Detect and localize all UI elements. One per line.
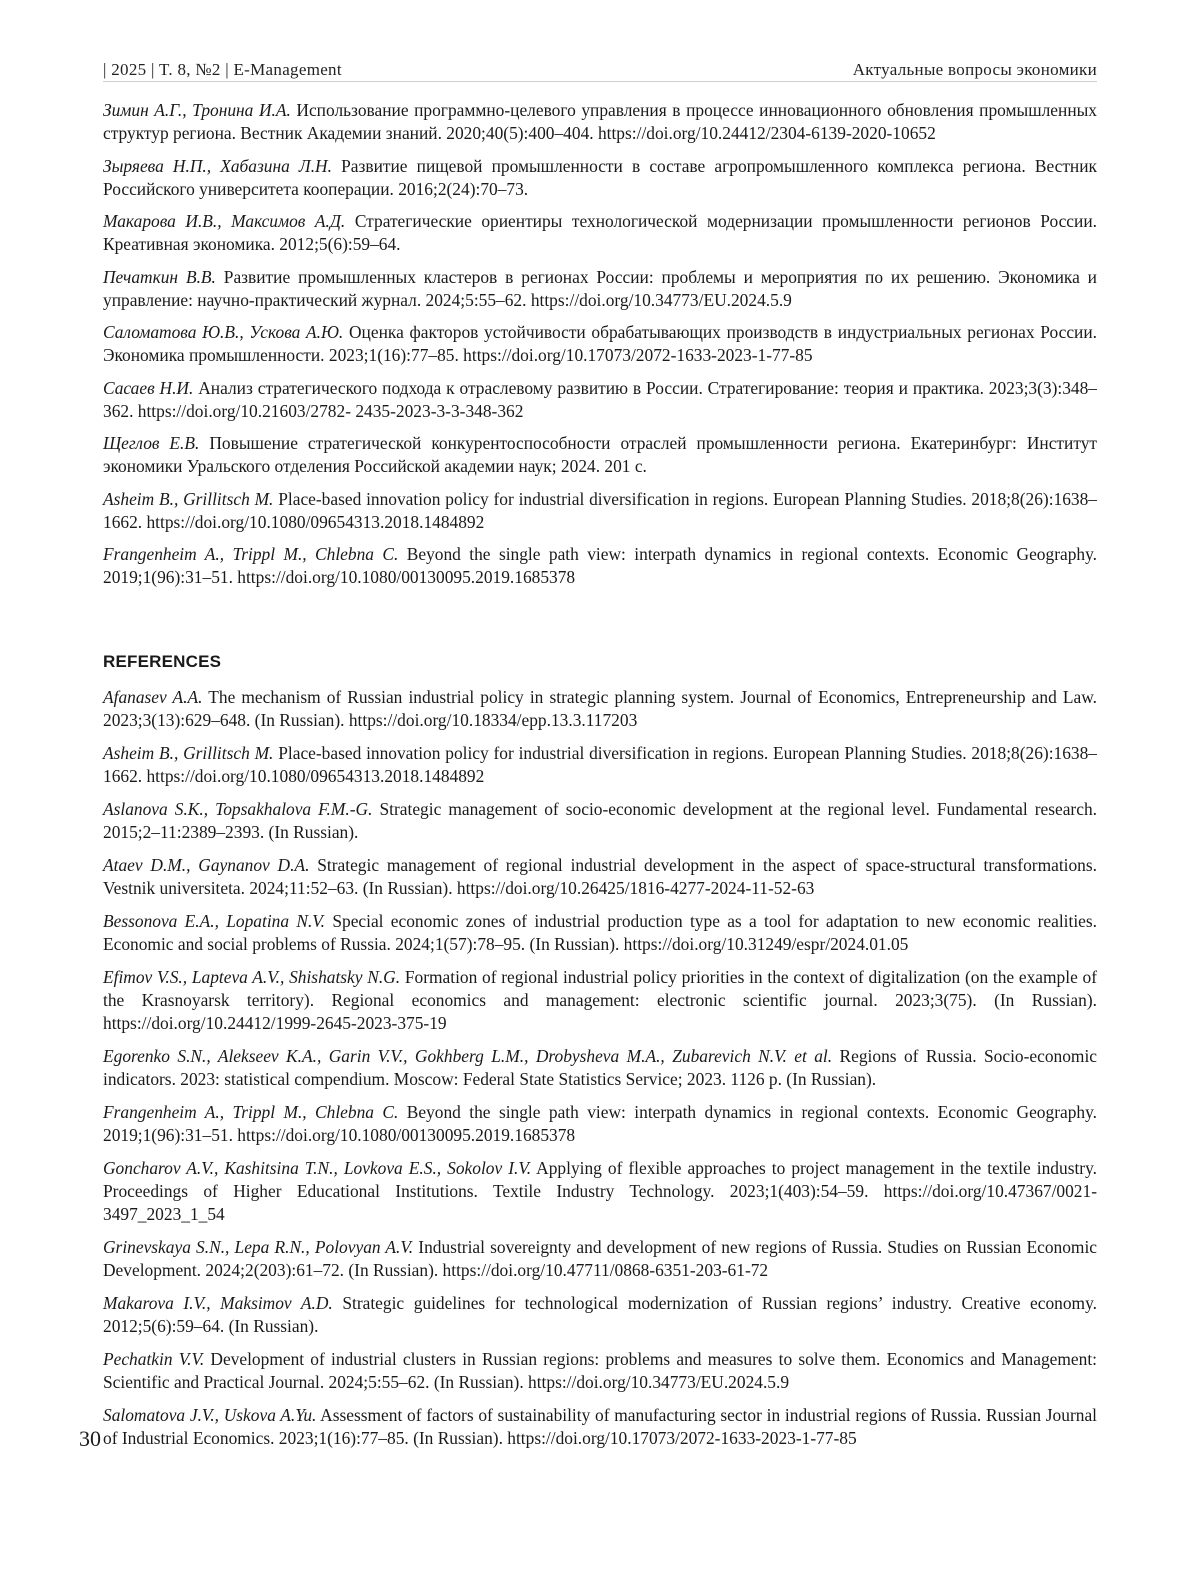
reference-entry (103, 1404, 1097, 1450)
reference-entry (103, 742, 1097, 788)
references-heading: REFERENCES (103, 652, 222, 671)
reference-details: Развитие пищевой промышленности в составе агропромышленного комплекса региона. Вестник Российского университета кооперации. 2016;2(24):70–73. (103, 155, 1097, 199)
reference-authors: Frangenheim A., Trippl M., Chlebna C. (103, 1102, 399, 1122)
reference-authors: Bessonova E.A., Lopatina N.V. (103, 911, 326, 931)
reference-details: Развитие промышленных кластеров в регионах России: проблемы и мероприятия по их решению. Экономика и управление: научно-практический журнал. 2024;5:55–62. https://doi.org/10.34773/EU.2024.5.9 (103, 266, 1097, 310)
reference-authors: Зимин А.Г., Тронина И.А. (103, 100, 291, 120)
journal-issue-label: | 2025 | T. 8, №2 | E-Management (103, 60, 342, 79)
reference-details: Place-based innovation policy for industrial diversification in regions. European Planning Studies. 2018;8(26):1638–1662. https://doi.org/10.1080/09654313.2018.1484892 (103, 743, 1097, 786)
reference-entry (103, 910, 1097, 956)
reference-details: Использование программно-целевого управления в процессе инновационного обновления промышленных структур региона. Вестник Академии знаний. 2020;40(5):400–404. https://doi.org/10.24412/2304-6139-2020-10652 (103, 100, 1098, 143)
reference-authors: Frangenheim A., Trippl M., Chlebna C. (103, 544, 399, 564)
reference-authors: Asheim B., Grillitsch M. (103, 743, 274, 763)
reference-entry (103, 543, 1097, 589)
reference-entry (103, 321, 1097, 367)
reference-entry (103, 210, 1097, 256)
reference-details: Applying of flexible approaches to project management in the textile industry. Proceedings of Higher Educational Institutions. Textile Industry Technology. 2023;1(403):54–59. https://doi.org/10.47367/0021-3497_2023_1_54 (103, 1158, 1097, 1224)
reference-authors: Makarova I.V., Maksimov A.D. (103, 1293, 333, 1313)
reference-entry (103, 798, 1097, 844)
reference-list-english (103, 686, 1097, 1460)
running-header (103, 56, 1097, 80)
reference-details: Beyond the single path view: interpath dynamics in regional contexts. Economic Geography. 2019;1(96):31–51. https://doi.org/10.1080/00130095.2019.1685378 (103, 544, 1098, 587)
reference-entry (103, 1348, 1097, 1394)
reference-authors: Egorenko S.N., Alekseev K.A., Garin V.V., Gokhberg L.M., Drobysheva M.A., Zubarevich N.V. et al. (103, 1046, 833, 1066)
reference-details: Стратегические ориентиры технологической модернизации промышленности регионов России. Креативная экономика. 2012;5(6):59–64. (103, 211, 1097, 254)
reference-authors: Щеглов Е.В. (103, 433, 200, 453)
reference-details: Special economic zones of industrial production type as a tool for adaptation to new economic realities. Economic and social problems of Russia. 2024;1(57):78–95. (In Russian). https://doi.org/10.31249/espr/2024.01.05 (103, 911, 1097, 954)
reference-details: Повышение стратегической конкурентоспособности отраслей промышленности региона. Екатеринбург: Институт экономики Уральского отделения Российской академии наук; 2024. 201 с. (103, 433, 1097, 476)
reference-details: Industrial sovereignty and development of new regions of Russia. Studies on Russian Economic Development. 2024;2(203):61–72. (In Russian). https://doi.org/10.47711/0868-6351-203-61-72 (103, 1237, 1097, 1280)
reference-authors: Grinevskaya S.N., Lepa R.N., Polovyan A.V. (103, 1237, 414, 1257)
section-label: Актуальные вопросы экономики (852, 60, 1097, 79)
reference-entry (103, 488, 1097, 534)
reference-authors: Ataev D.M., Gaynanov D.A. (103, 855, 310, 875)
reference-authors: Сасаев Н.И. (103, 377, 194, 398)
reference-authors: Efimov V.S., Lapteva A.V., Shishatsky N.G. (103, 967, 401, 987)
reference-details: Strategic management of regional industrial development in the aspect of space-structural transformations. Vestnik universiteta. 2024;11:52–63. (In Russian). https://doi.org/10.26425/1816-4277-2024-11-52-63 (103, 855, 1097, 898)
reference-details: Assessment of factors of sustainability of manufacturing sector in industrial regions of Russia. Russian Journal of Industrial Economics. 2023;1(16):77–85. (In Russian). https://doi.org/10.17073/2072-1633-2023-1-77-85 (103, 1405, 1097, 1448)
reference-list-russian (103, 99, 1097, 599)
reference-details: Strategic guidelines for technological modernization of Russian regions’ industry. Creative economy. 2012;5(6):59–64. (In Russian). (103, 1293, 1097, 1336)
reference-authors: Макарова И.В., Максимов А.Д. (103, 211, 346, 231)
reference-entry (103, 266, 1097, 312)
reference-authors: Pechatkin V.V. (103, 1349, 205, 1369)
reference-entry (103, 686, 1097, 732)
reference-entry (103, 1157, 1097, 1226)
reference-authors: Asheim B., Grillitsch M. (103, 488, 274, 509)
reference-details: Regions of Russia. Socio-economic indicators. 2023: statistical compendium. Moscow: Federal State Statistics Service; 2023. 1126 p. (In Russian). (103, 1046, 1097, 1089)
reference-authors: Aslanova S.K., Topsakhalova F.M.-G. (103, 799, 373, 819)
reference-authors: Саломатова Ю.В., Ускова А.Ю. (103, 322, 344, 342)
reference-details: Development of industrial clusters in Russian regions: problems and measures to solve them. Economics and Management: Scientific and Practical Journal. 2024;5:55–62. (In Russian). https://doi.org/10.34773/EU.2024.5.9 (103, 1349, 1097, 1392)
header-divider (103, 81, 1097, 82)
reference-details: Оценка факторов устойчивости обрабатывающих производств в индустриальных регионах России. Экономика промышленности. 2023;1(16):77–85. https://doi.org/10.17073/2072-1633-2023-1-77-85 (103, 322, 1097, 365)
reference-details: The mechanism of Russian industrial policy in strategic planning system. Journal of Economics, Entrepreneurship and Law. 2023;3(13):629–648. (In Russian). https://doi.org/10.18334/epp.13.3.117203 (103, 687, 1097, 730)
reference-entry (103, 854, 1097, 900)
reference-entry (103, 1236, 1097, 1282)
reference-entry (103, 99, 1097, 145)
reference-details: Formation of regional industrial policy priorities in the context of digitalization (on the example of the Krasnoyarsk territory). Regional economics and management: electronic scientific journal. 2023;3(75). (In Russian). https://doi.org/10.24412/1999-2645-2023-375-19 (103, 967, 1098, 1033)
reference-authors: Salomatova J.V., Uskova A.Yu. (103, 1405, 317, 1425)
reference-entry (103, 966, 1097, 1035)
page-number: 30 (79, 1426, 101, 1451)
reference-details: Beyond the single path view: interpath dynamics in regional contexts. Economic Geography. 2019;1(96):31–51. https://doi.org/10.1080/00130095.2019.1685378 (103, 1102, 1098, 1145)
reference-authors: Зыряева Н.П., Хабазина Л.Н. (103, 155, 332, 176)
reference-authors: Afanasev A.A. (103, 687, 203, 707)
reference-details: Place-based innovation policy for industrial diversification in regions. European Planning Studies. 2018;8(26):1638–1662. https://doi.org/10.1080/09654313.2018.1484892 (103, 488, 1097, 532)
reference-entry (103, 1101, 1097, 1147)
reference-details: Strategic management of socio-economic development at the regional level. Fundamental research. 2015;2–11:2389–2393. (In Russian). (103, 799, 1097, 842)
reference-entry (103, 155, 1097, 201)
reference-entry (103, 377, 1097, 423)
reference-entry (103, 1045, 1097, 1091)
reference-entry (103, 1292, 1097, 1338)
reference-entry (103, 432, 1097, 478)
reference-authors: Goncharov A.V., Kashitsina T.N., Lovkova E.S., Sokolov I.V. (103, 1158, 532, 1178)
reference-authors: Печаткин В.В. (103, 266, 216, 287)
reference-details: Анализ стратегического подхода к отраслевому развитию в России. Стратегирование: теория и практика. 2023;3(3):348–362. https://doi.org/10.21603/2782- 2435-2023-3-3-348-362 (103, 377, 1098, 421)
